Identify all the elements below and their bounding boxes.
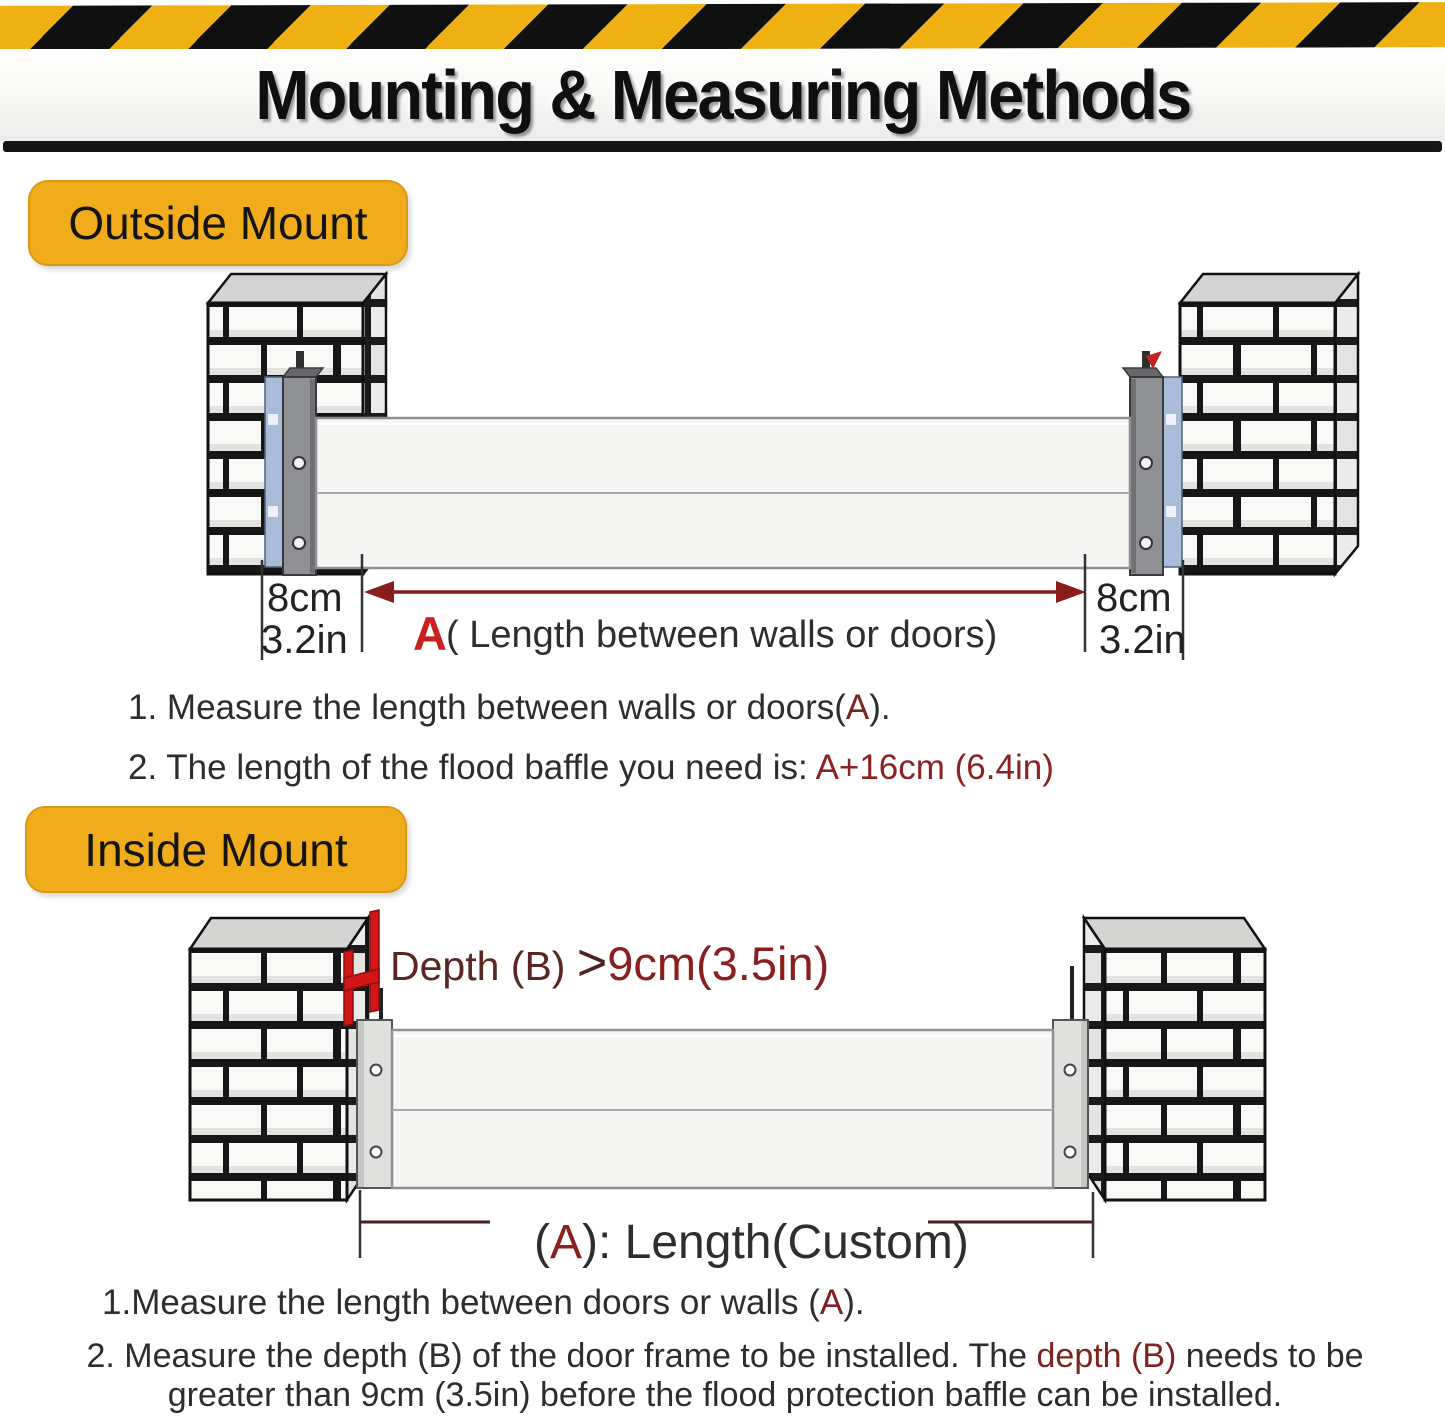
u-channel-blue xyxy=(1163,377,1182,567)
inside-step1-end: ). xyxy=(843,1283,865,1322)
pillar-front-face xyxy=(1180,303,1335,574)
channel-edge-shade xyxy=(1081,1021,1087,1187)
inside-mount-diagram xyxy=(0,880,1445,1300)
door-frame-channel xyxy=(357,1020,392,1188)
inside-mount-label: Inside Mount xyxy=(84,823,348,876)
channel-pin xyxy=(1142,351,1150,380)
arrowhead-right-icon xyxy=(1056,581,1086,603)
length-pre: ( xyxy=(534,1216,550,1269)
arrowhead-left-icon xyxy=(364,581,394,603)
length-letter: A xyxy=(549,1216,582,1269)
mounting-bracket xyxy=(283,377,316,575)
mounting-bracket xyxy=(1130,377,1163,575)
inside-step-2 xyxy=(30,1337,1420,1415)
hazard-stripe-banner xyxy=(0,2,1445,51)
outside-step2-highlight: A+16cm (6.4in) xyxy=(815,748,1054,787)
dim-right-cm-label: 8cm xyxy=(1096,576,1172,620)
dim-left-in-label: 3.2in xyxy=(261,618,348,662)
depth-value: 9cm(3.5in) xyxy=(607,937,830,990)
inside-step2-end: needs to be greater than 9cm (3.5in) before the flood protection baffle can be installed. xyxy=(167,1337,1364,1415)
inside-step1-text: 1.Measure the length between doors or walls ( xyxy=(102,1283,820,1322)
outside-dimension xyxy=(261,554,1186,662)
red-marker-icon xyxy=(1146,351,1162,369)
depth-bracket-icon xyxy=(344,910,379,1026)
pillar-top-face xyxy=(1180,274,1358,303)
length-annotation xyxy=(534,1216,969,1269)
depth-label: Depth (B) xyxy=(390,943,577,989)
inside-step1-letter: A xyxy=(819,1283,844,1322)
inside-right-pillar xyxy=(1053,918,1265,1200)
pillar-top-face xyxy=(190,918,368,949)
pillar-side-face xyxy=(347,918,368,1200)
pillar-side-face xyxy=(363,274,386,574)
bracket-edge-shade xyxy=(310,379,315,573)
flood-barrier-panels xyxy=(316,418,1130,568)
flood-barrier-panels xyxy=(392,1030,1053,1188)
door-frame-channel xyxy=(1053,1020,1088,1188)
outside-mount-badge xyxy=(28,180,408,266)
channel-hole xyxy=(1065,1147,1076,1158)
inside-step2-text: 2. Measure the depth (B) of the door frame to be installed. The xyxy=(86,1337,1037,1375)
channel-bolt-slot xyxy=(1166,414,1176,425)
title-underline-bar xyxy=(3,141,1442,152)
bracket-hole xyxy=(293,537,305,549)
outside-step1-letter: A xyxy=(845,688,870,727)
u-channel-blue xyxy=(265,377,284,567)
channel-edge-shade xyxy=(358,1021,364,1187)
channel-bolt-slot xyxy=(1166,506,1176,517)
pillar-top-face xyxy=(208,274,386,303)
outside-step-1 xyxy=(128,688,891,728)
channel-pin xyxy=(296,351,304,380)
outside-mount-label: Outside Mount xyxy=(68,197,368,249)
inside-dimension xyxy=(360,1190,1093,1269)
bracket-top-bevel xyxy=(1123,368,1163,377)
pillar-front-face xyxy=(190,949,347,1200)
outside-step1-end: ). xyxy=(869,688,891,727)
inside-left-pillar xyxy=(190,910,392,1200)
inside-step-1 xyxy=(102,1283,865,1323)
dim-right-in-label: 3.2in xyxy=(1099,618,1186,662)
channel-bolt-slot xyxy=(268,506,278,517)
bracket-hole xyxy=(293,457,305,469)
title-plate xyxy=(0,49,1445,141)
pillar-top-face xyxy=(1084,918,1265,949)
bracket-edge-shade xyxy=(1131,379,1136,573)
depth-annotation xyxy=(390,934,829,992)
length-post: ): Length(Custom) xyxy=(582,1216,969,1269)
panel-stack xyxy=(316,418,1130,568)
channel-bolt-slot xyxy=(268,414,278,425)
inside-step2-highlight: depth (B) xyxy=(1036,1337,1177,1375)
bracket-hole xyxy=(1140,537,1152,549)
span-letter-label: A xyxy=(413,607,447,660)
bracket-hole xyxy=(1140,457,1152,469)
bracket-top-bevel xyxy=(283,368,323,377)
outside-step-2 xyxy=(128,748,1054,788)
outside-step1-text: 1. Measure the length between walls or doors( xyxy=(128,688,846,727)
outside-step2-text: 2. The length of the flood baffle you need is: xyxy=(128,748,816,787)
page-title: Mounting & Measuring Methods xyxy=(254,56,1191,134)
outside-left-pillar xyxy=(208,274,386,575)
channel-hole xyxy=(1065,1065,1076,1076)
greater-than-sign: > xyxy=(576,934,608,992)
channel-pin xyxy=(1070,966,1074,1022)
pillar-side-face xyxy=(1084,918,1105,1200)
span-text-label: ( Length between walls or doors) xyxy=(446,614,998,656)
pillar-front-face xyxy=(208,303,363,574)
inside-mount-badge xyxy=(25,806,407,893)
pillar-front-face xyxy=(1105,949,1265,1200)
dim-left-cm-label: 8cm xyxy=(267,576,343,620)
outside-right-pillar xyxy=(1123,274,1358,575)
channel-hole xyxy=(371,1147,382,1158)
channel-pin xyxy=(379,988,383,1022)
panel-stack xyxy=(392,1030,1053,1188)
pillar-side-face xyxy=(1335,274,1358,574)
channel-hole xyxy=(371,1065,382,1076)
outside-mount-diagram xyxy=(0,250,1445,670)
